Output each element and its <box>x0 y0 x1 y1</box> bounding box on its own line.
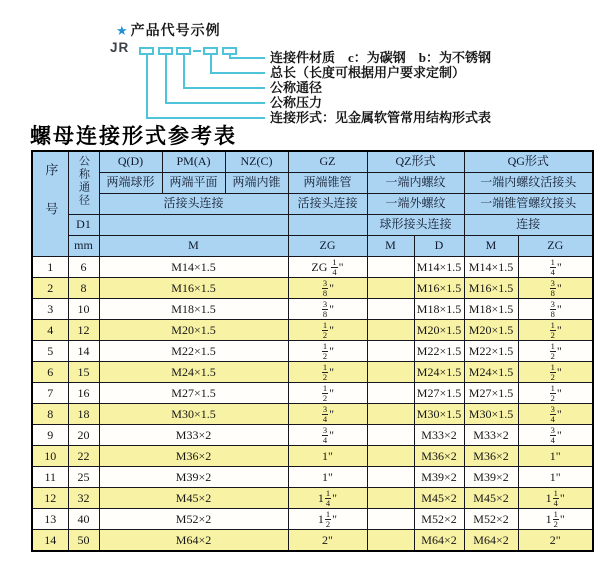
code-label-diameter: 公称通径 <box>270 80 323 95</box>
row-qg-m: M24×1.5 <box>464 362 518 383</box>
leader-vline-2 <box>165 55 167 104</box>
row-dn: 50 <box>68 530 99 552</box>
row-m-thread: M16×1.5 <box>99 278 288 299</box>
row-qz-m <box>367 404 414 425</box>
row-qg-zg: 1" <box>518 467 593 488</box>
row-zg: $\frac{3}{8}$ " <box>288 278 367 299</box>
row-qg-m: M22×1.5 <box>464 341 518 362</box>
header-conn-union: 活接头连接 <box>99 194 288 215</box>
table-row <box>32 467 593 488</box>
row-no: 12 <box>32 488 68 509</box>
code-box-5 <box>222 47 237 55</box>
table-row <box>32 425 593 446</box>
header-unit-qz-d: D <box>414 236 464 257</box>
row-qz-d: M24×1.5 <box>414 362 464 383</box>
header-unit-qg-m: M <box>464 236 518 257</box>
row-qz-m <box>367 467 414 488</box>
row-qz-d: M20×1.5 <box>414 320 464 341</box>
row-qg-m: M36×2 <box>464 446 518 467</box>
header-conn2-qg: 连接 <box>464 215 593 236</box>
row-qz-m <box>367 278 414 299</box>
row-no: 1 <box>32 257 68 278</box>
row-qg-m: M16×1.5 <box>464 278 518 299</box>
row-no: 6 <box>32 362 68 383</box>
row-qg-m: M64×2 <box>464 530 518 552</box>
header-nominal-diameter: 公称通径 <box>68 151 99 215</box>
row-no: 4 <box>32 320 68 341</box>
row-qz-m <box>367 383 414 404</box>
row-qz-d: M30×1.5 <box>414 404 464 425</box>
code-prefix: JR <box>110 40 130 55</box>
row-no: 5 <box>32 341 68 362</box>
table-row <box>32 488 593 509</box>
table-row <box>32 509 593 530</box>
header-conn-qz: 一端外螺纹 <box>367 194 464 215</box>
row-qz-m <box>367 446 414 467</box>
row-zg: 1 $\frac{1}{2}$ " <box>288 509 367 530</box>
row-qg-zg: $\frac{1}{4}$ " <box>518 257 593 278</box>
row-qg-m: M45×2 <box>464 488 518 509</box>
header-end-nzc: 两端内锥 <box>225 173 288 194</box>
row-zg: 1" <box>288 467 367 488</box>
table-row <box>32 278 593 299</box>
table-body <box>32 257 593 552</box>
row-qg-zg: $\frac{3}{4}$ " <box>518 425 593 446</box>
code-box-2 <box>158 47 173 55</box>
row-qz-m <box>367 257 414 278</box>
header-end-qg: 一端内螺纹活接头 <box>464 173 593 194</box>
header-group-qz: QZ形式 <box>367 151 464 173</box>
row-no: 3 <box>32 299 68 320</box>
row-dn: 14 <box>68 341 99 362</box>
row-qz-d: M18×1.5 <box>414 299 464 320</box>
row-dn: 22 <box>68 446 99 467</box>
star-icon: ★ <box>116 23 129 38</box>
row-zg: 1" <box>288 446 367 467</box>
row-no: 7 <box>32 383 68 404</box>
row-m-thread: M30×1.5 <box>99 404 288 425</box>
row-dn: 6 <box>68 257 99 278</box>
row-dn: 25 <box>68 467 99 488</box>
leader-hline-5 <box>229 57 265 59</box>
row-zg: $\frac{1}{2}$ " <box>288 341 367 362</box>
row-qg-zg: $\frac{3}{8}$ " <box>518 299 593 320</box>
row-no: 13 <box>32 509 68 530</box>
row-qz-d: M64×2 <box>414 530 464 552</box>
code-label-pressure: 公称压力 <box>270 95 323 110</box>
header-unit-qz-m: M <box>367 236 414 257</box>
leader-vline-3 <box>183 55 185 89</box>
code-label-connection: 连接形式：见金属软管常用结构形式表 <box>270 110 492 125</box>
header-end-gz: 两端锥管 <box>288 173 367 194</box>
row-no: 11 <box>32 467 68 488</box>
row-dn: 12 <box>68 320 99 341</box>
row-qg-m: M27×1.5 <box>464 383 518 404</box>
row-dn: 20 <box>68 425 99 446</box>
row-no: 8 <box>32 404 68 425</box>
row-dn: 10 <box>68 299 99 320</box>
nut-connection-table <box>31 150 594 552</box>
row-qz-m <box>367 320 414 341</box>
row-qg-m: M39×2 <box>464 467 518 488</box>
row-qz-m <box>367 299 414 320</box>
row-dn: 15 <box>68 362 99 383</box>
row-no: 14 <box>32 530 68 552</box>
row-qz-d: M33×2 <box>414 425 464 446</box>
header-group-nzc: NZ(C) <box>225 151 288 173</box>
row-zg: $\frac{3}{4}$ " <box>288 404 367 425</box>
row-qg-m: M14×1.5 <box>464 257 518 278</box>
header-conn2-qz: 球形接头连接 <box>367 215 464 236</box>
row-m-thread: M14×1.5 <box>99 257 288 278</box>
header-conn-qg: 一端锥管螺纹接头 <box>464 194 593 215</box>
header-mm: mm <box>68 236 99 257</box>
diagram-caption-text: 产品代号示例 <box>130 22 221 38</box>
row-zg: 1 $\frac{1}{4}$ " <box>288 488 367 509</box>
diagram-caption <box>116 20 221 40</box>
code-box-1 <box>139 47 154 55</box>
table-row <box>32 362 593 383</box>
row-m-thread: M18×1.5 <box>99 299 288 320</box>
row-m-thread: M64×2 <box>99 530 288 552</box>
row-qz-d: M14×1.5 <box>414 257 464 278</box>
row-qg-m: M18×1.5 <box>464 299 518 320</box>
row-qg-zg: $\frac{1}{2}$ " <box>518 341 593 362</box>
code-box-4 <box>203 47 218 55</box>
row-qg-zg: $\frac{3}{4}$ " <box>518 404 593 425</box>
row-dn: 16 <box>68 383 99 404</box>
header-unit-qg-zg: ZG <box>518 236 593 257</box>
table-row <box>32 530 593 552</box>
row-m-thread: M52×2 <box>99 509 288 530</box>
table-row <box>32 446 593 467</box>
row-zg: $\frac{3}{8}$ " <box>288 299 367 320</box>
table-header <box>32 151 593 257</box>
row-qz-d: M27×1.5 <box>414 383 464 404</box>
header-conn-gz: 活接头连接 <box>288 194 367 215</box>
table-row <box>32 404 593 425</box>
row-qz-m <box>367 488 414 509</box>
code-label-material: 连接件材质 c：为碳钢 b：为不锈钢 <box>270 50 492 65</box>
row-m-thread: M24×1.5 <box>99 362 288 383</box>
code-dash <box>193 50 201 52</box>
row-qz-m <box>367 362 414 383</box>
row-no: 2 <box>32 278 68 299</box>
row-qz-d: M36×2 <box>414 446 464 467</box>
row-zg: $\frac{3}{4}$ " <box>288 425 367 446</box>
table-title: 螺母连接形式参考表 <box>30 124 237 148</box>
header-seq: 序号 <box>32 151 68 257</box>
row-zg: ZG $\frac{1}{4}$ " <box>288 257 367 278</box>
row-qz-d: M22×1.5 <box>414 341 464 362</box>
header-d1: D1 <box>68 215 99 236</box>
code-label-length: 总长（长度可根据用户要求定制） <box>270 65 466 80</box>
header-end-qd: 两端球形 <box>99 173 162 194</box>
code-box-3 <box>176 47 191 55</box>
row-qz-d: M45×2 <box>414 488 464 509</box>
table-row <box>32 299 593 320</box>
row-qg-m: M33×2 <box>464 425 518 446</box>
row-qz-m <box>367 509 414 530</box>
row-qg-zg: 1" <box>518 446 593 467</box>
row-qz-d: M16×1.5 <box>414 278 464 299</box>
header-unit-m: M <box>99 236 288 257</box>
row-qg-zg: 1 $\frac{1}{4}$ " <box>518 488 593 509</box>
row-no: 9 <box>32 425 68 446</box>
row-m-thread: M22×1.5 <box>99 341 288 362</box>
row-m-thread: M45×2 <box>99 488 288 509</box>
row-qz-d: M52×2 <box>414 509 464 530</box>
table-row <box>32 257 593 278</box>
row-qz-m <box>367 530 414 552</box>
header-end-qz: 一端内螺纹 <box>367 173 464 194</box>
row-qz-d: M39×2 <box>414 467 464 488</box>
leader-vline-1 <box>146 55 148 119</box>
row-m-thread: M33×2 <box>99 425 288 446</box>
row-m-thread: M39×2 <box>99 467 288 488</box>
row-dn: 18 <box>68 404 99 425</box>
header-group-pma: PM(A) <box>162 151 225 173</box>
row-qg-zg: $\frac{1}{2}$ " <box>518 383 593 404</box>
row-zg: $\frac{1}{2}$ " <box>288 383 367 404</box>
header-group-gz: GZ <box>288 151 367 173</box>
row-qg-zg: $\frac{1}{2}$ " <box>518 362 593 383</box>
header-group-qg: QG形式 <box>464 151 593 173</box>
row-qg-zg: $\frac{1}{2}$ " <box>518 320 593 341</box>
row-qg-zg: 2" <box>518 530 593 552</box>
row-qg-zg: 1 $\frac{1}{2}$ " <box>518 509 593 530</box>
row-m-thread: M36×2 <box>99 446 288 467</box>
row-qz-m <box>367 341 414 362</box>
row-dn: 8 <box>68 278 99 299</box>
table-row <box>32 320 593 341</box>
row-dn: 40 <box>68 509 99 530</box>
row-m-thread: M20×1.5 <box>99 320 288 341</box>
row-qg-m: M52×2 <box>464 509 518 530</box>
row-zg: $\frac{1}{2}$ " <box>288 320 367 341</box>
row-dn: 32 <box>68 488 99 509</box>
leader-hline-2 <box>165 102 265 104</box>
header-end-pma: 两端平面 <box>162 173 225 194</box>
table-row <box>32 341 593 362</box>
header-group-qd: Q(D) <box>99 151 162 173</box>
header-blank-left <box>99 215 288 236</box>
row-qg-zg: $\frac{3}{8}$ " <box>518 278 593 299</box>
row-qg-m: M20×1.5 <box>464 320 518 341</box>
leader-hline-4 <box>210 72 265 74</box>
table-row <box>32 383 593 404</box>
row-zg: $\frac{1}{2}$ " <box>288 362 367 383</box>
row-qz-m <box>367 425 414 446</box>
row-zg: 2" <box>288 530 367 552</box>
row-m-thread: M27×1.5 <box>99 383 288 404</box>
row-qg-m: M30×1.5 <box>464 404 518 425</box>
row-no: 10 <box>32 446 68 467</box>
leader-hline-1 <box>146 117 265 119</box>
header-unit-zg: ZG <box>288 236 367 257</box>
leader-hline-3 <box>183 87 265 89</box>
header-blank-gz <box>288 215 367 236</box>
